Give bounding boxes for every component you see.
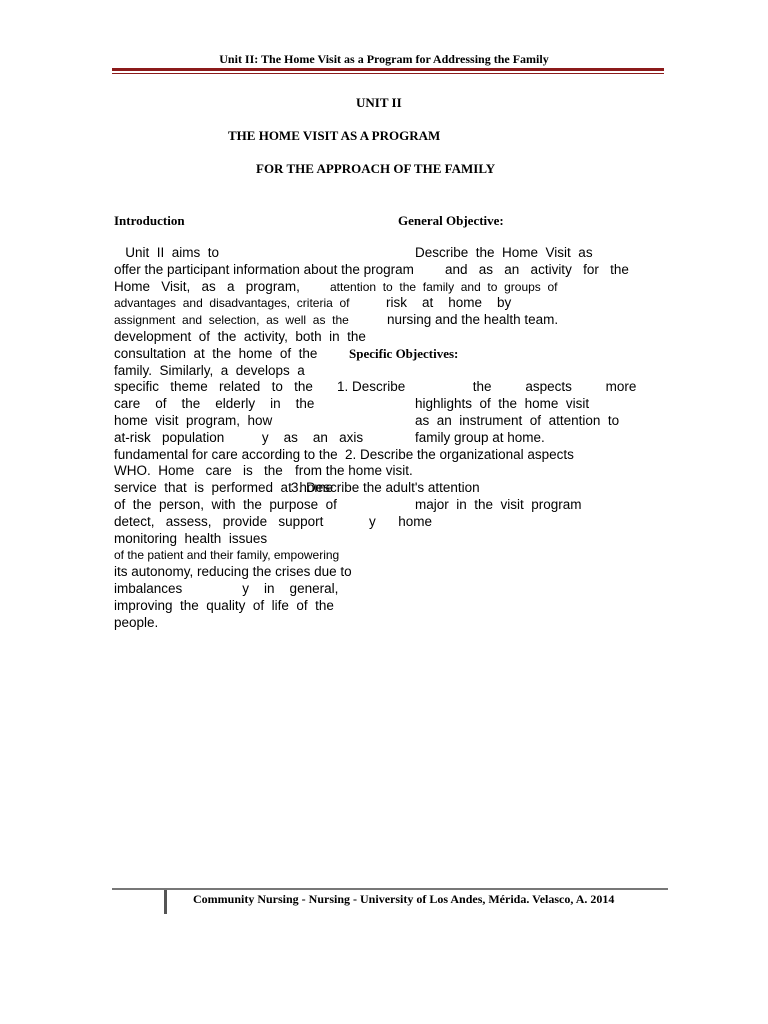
left-line: offer the participant information about the program [114, 261, 414, 277]
left-line: Home Visit, as a program, [114, 278, 300, 294]
left-line: service that is performed at home [114, 480, 334, 496]
left-line: of the patient and their family, empowering [114, 548, 340, 563]
left-line: people. [114, 614, 159, 630]
right-line: from the home visit. [295, 463, 413, 479]
left-line: specific theme related to the [114, 379, 313, 395]
left-line: of the person, with the purpose of [114, 496, 337, 512]
left-line: development of the activity, both in the [114, 328, 366, 344]
left-column-text [114, 245, 414, 631]
unit-title: UNIT II [356, 95, 402, 110]
right-line: risk at home by [386, 295, 512, 311]
running-header: Unit II: The Home Visit as a Program for Addressing the Family [219, 52, 549, 66]
left-line: advantages and disadvantages, criteria of [114, 296, 350, 311]
general-objective-heading: General Objective: [398, 213, 504, 228]
right-line: family group at home. [415, 429, 545, 445]
left-line: WHO. Home care is the [114, 463, 283, 479]
right-line: and as an activity for the [445, 261, 629, 277]
right-line: highlights of the home visit [415, 396, 590, 412]
right-line: 3. Describe the adult's attention [291, 480, 480, 496]
left-line: monitoring health issues [114, 530, 268, 546]
left-line: improving the quality of life of the [114, 597, 334, 613]
main-title-line1: THE HOME VISIT AS A PROGRAM [228, 128, 441, 143]
left-line: its autonomy, reducing the crises due to [114, 564, 352, 580]
right-line: as an instrument of attention to [415, 412, 620, 428]
right-line: major in the visit program [415, 496, 582, 512]
right-line: y home [369, 513, 433, 529]
left-line: detect, assess, provide support [114, 513, 324, 529]
left-line: consultation at the home of the [114, 345, 318, 361]
left-line: imbalances y in general, [114, 580, 339, 596]
footer-text: Community Nursing - Nursing - University of Los Andes, Mérida. Velasco, A. 2014 [193, 892, 615, 906]
right-line: 1. Describe the aspects more [337, 379, 637, 395]
introduction-heading: Introduction [114, 213, 185, 228]
right-line: 2. Describe the organizational aspects [345, 446, 574, 462]
right-column-text [291, 245, 637, 531]
left-line: assignment and selection, as well as the [114, 313, 349, 328]
right-line: attention to the family and to groups of [330, 279, 558, 294]
footer-bar [164, 890, 167, 914]
left-line: home visit program, how [114, 412, 273, 428]
main-title-line2: FOR THE APPROACH OF THE FAMILY [256, 161, 496, 176]
right-line [415, 363, 636, 380]
specific-objectives-heading: Specific Objectives: [349, 345, 459, 361]
left-line: fundamental for care according to the [114, 446, 338, 462]
left-line: care of the elderly in the [114, 396, 315, 412]
header-rule-thick [112, 68, 664, 71]
footer-rule [112, 888, 668, 890]
left-line: family. Similarly, a develops a [114, 362, 305, 378]
header-rule-thin [112, 73, 664, 74]
left-line: Unit II aims to [114, 245, 220, 260]
right-line: Describe the Home Visit as [415, 245, 593, 260]
right-line [415, 329, 636, 346]
right-line: nursing and the health team. [387, 312, 559, 328]
left-line: at-risk population y as an axis [114, 429, 364, 445]
